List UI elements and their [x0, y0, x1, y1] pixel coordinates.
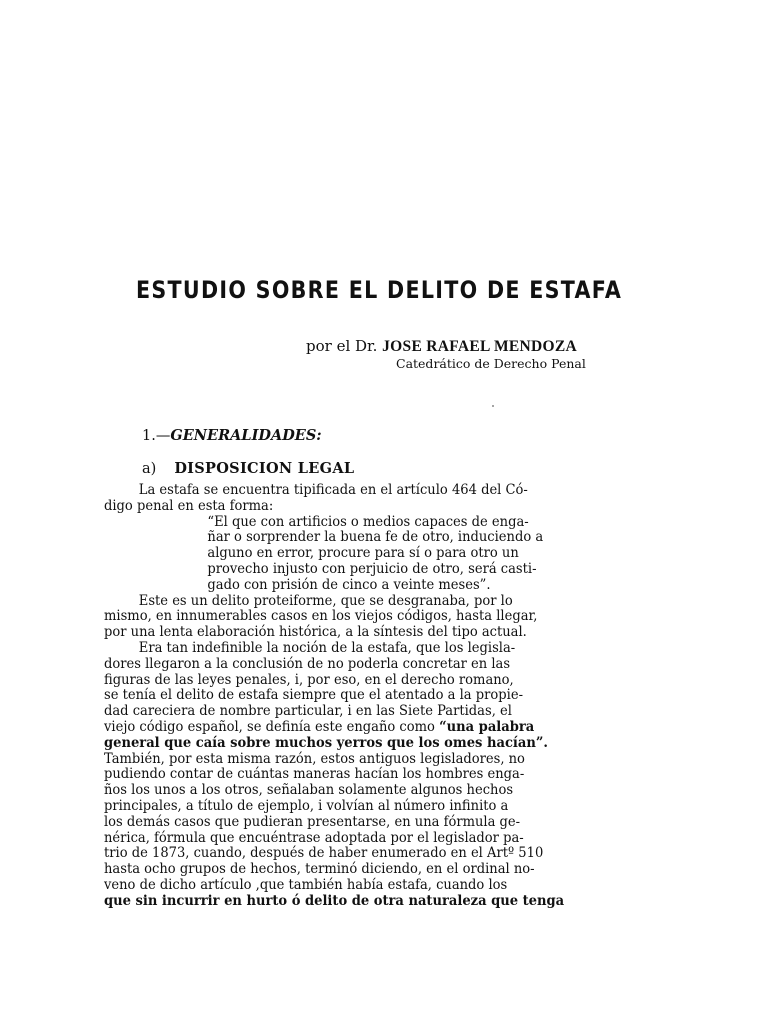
text-line: veno de dicho artículo ,que también había estafa, cuando los	[104, 876, 508, 893]
page-title: ESTUDIO SOBRE EL DELITO DE ESTAFA	[136, 276, 623, 304]
section-title: GENERALIDADES:	[170, 427, 322, 444]
text-line: los demás casos que pudieran presentarse, en una fórmula ge-	[104, 813, 521, 830]
text-line: figuras de las leyes penales, i, por eso, en el derecho romano,	[104, 671, 514, 688]
subsection-title: DISPOSICION LEGAL	[174, 460, 355, 477]
text-line: trio de 1873, cuando, después de haber enumerado en el Artº 510	[104, 845, 544, 862]
text-line: principales, a título de ejemplo, i volvían al número infinito a	[104, 797, 509, 814]
author-role: Catedrático de Derecho Penal	[396, 356, 586, 371]
speck-mark	[492, 405, 494, 407]
text-line: se tenía el delito de estafa siempre que el atentado a la propie-	[104, 687, 523, 704]
bold-quote-start: “una palabra	[439, 718, 535, 735]
subsection-heading	[142, 460, 354, 477]
text-line: dad careciera de nombre particular, i en las Siete Partidas, el	[104, 703, 512, 720]
subsection-label: a)	[142, 461, 157, 477]
byline	[306, 337, 577, 356]
text-line: Este es un delito proteiforme, que se desgranaba, por lo	[138, 592, 513, 609]
text-line: digo penal en esta forma:	[104, 497, 274, 514]
text-line: por una lenta elaboración histórica, a la síntesis del tipo actual.	[104, 624, 527, 641]
quote-line: ñar o sorprender la buena fe de otro, induciendo a	[207, 529, 544, 546]
text-line: La estafa se encuentra tipificada en el artículo 464 del Có-	[138, 482, 528, 498]
text-line: También, por esta misma razón, estos antiguos legisladores, no	[104, 750, 525, 767]
section-number: 1.—	[142, 428, 171, 444]
author-name: JOSE RAFAEL MENDOZA	[382, 338, 578, 355]
bold-quote-line: general que caía sobre muchos yerros que los omes hacían”.	[104, 734, 548, 751]
quote-line: “El que con artificios o medios capaces de enga-	[207, 513, 529, 530]
text-line: mismo, en innumerables casos en los viejos códigos, hasta llegar,	[104, 608, 538, 625]
quote-line: provecho injusto con perjuicio de otro, será casti-	[207, 560, 537, 577]
text-line: hasta ocho grupos de hechos, terminó diciendo, en el ordinal no-	[104, 861, 535, 878]
text-fragment: viejo código español, se definía este engaño como	[104, 718, 435, 735]
body-text	[104, 483, 624, 910]
text-line: pudiendo contar de cuántas maneras hacían los hombres enga-	[104, 766, 525, 783]
bold-text-line: que sin incurrir en hurto ó delito de otra naturaleza que tenga	[104, 892, 565, 909]
byline-prefix: por el Dr.	[306, 337, 378, 355]
section-heading	[142, 427, 322, 444]
text-line: nérica, fórmula que encuéntrase adoptada por el legislador pa-	[104, 829, 524, 846]
quote-line: gado con prisión de cinco a veinte meses”.	[207, 576, 491, 593]
text-line: ños los unos a los otros, señalaban solamente algunos hechos	[104, 782, 514, 799]
text-line: Era tan indefinible la noción de la estafa, que los legisla-	[138, 639, 516, 656]
text-line	[104, 720, 580, 736]
text-line: dores llegaron a la conclusión de no poderla concretar en las	[104, 655, 511, 672]
quote-line: alguno en error, procure para sí o para otro un	[207, 545, 519, 562]
